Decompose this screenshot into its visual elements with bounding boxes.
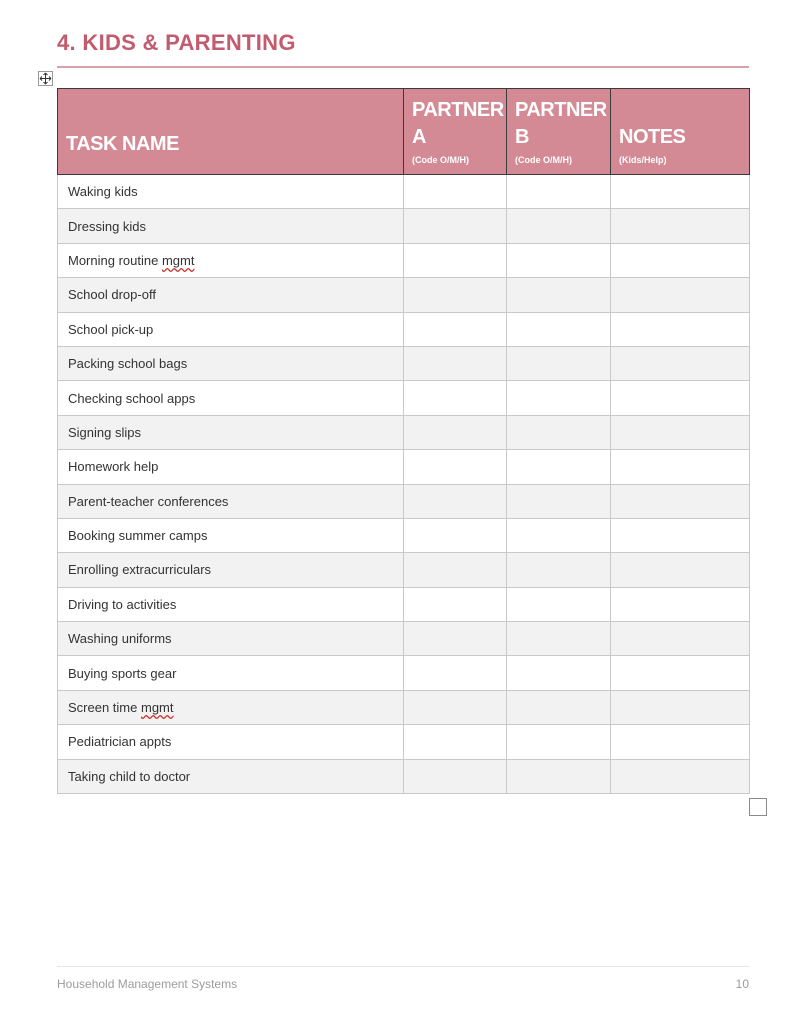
partner-a-cell[interactable]	[404, 725, 507, 759]
header-task-name	[58, 89, 404, 175]
table-row	[58, 415, 750, 449]
partner-a-cell[interactable]	[404, 622, 507, 656]
task-name: School drop-off	[68, 287, 156, 303]
partner-b-cell[interactable]	[507, 415, 611, 449]
table-row	[58, 243, 750, 277]
notes-cell[interactable]	[611, 415, 750, 449]
task-name-cell[interactable]	[58, 381, 404, 415]
notes-cell[interactable]	[611, 587, 750, 621]
table-row	[58, 518, 750, 552]
partner-b-cell[interactable]	[507, 725, 611, 759]
table-row	[58, 381, 750, 415]
table-row	[58, 450, 750, 484]
heading-divider	[57, 66, 749, 68]
page-number: 10	[735, 977, 749, 991]
table-row	[58, 484, 750, 518]
table-row	[58, 587, 750, 621]
table-header-row	[58, 89, 750, 175]
footer-divider	[57, 966, 749, 967]
partner-a-cell[interactable]	[404, 484, 507, 518]
task-name: Screen time	[68, 700, 141, 716]
partner-a-cell[interactable]	[404, 553, 507, 587]
partner-b-cell[interactable]	[507, 587, 611, 621]
header-partner-b-code: (Code O/M/H)	[515, 155, 572, 165]
footer-title: Household Management Systems	[57, 977, 238, 991]
notes-cell[interactable]	[611, 484, 750, 518]
table-move-handle[interactable]	[38, 71, 53, 86]
task-name-cell[interactable]	[58, 450, 404, 484]
task-name-cell[interactable]	[58, 518, 404, 552]
header-task-name-label: TASK NAME	[66, 133, 179, 155]
table-row	[58, 690, 750, 724]
partner-b-cell[interactable]	[507, 622, 611, 656]
task-name: Morning routine	[68, 252, 162, 268]
partner-a-cell[interactable]	[404, 415, 507, 449]
partner-b-cell[interactable]	[507, 209, 611, 243]
table-row	[58, 175, 750, 209]
partner-b-cell[interactable]	[507, 450, 611, 484]
task-name: Waking kids	[68, 184, 138, 200]
table-row	[58, 725, 750, 759]
header-partner-a	[404, 89, 507, 175]
header-notes-hint: (Kids/Help)	[619, 155, 667, 165]
partner-a-cell[interactable]	[404, 450, 507, 484]
spellcheck-flagged-word: mgmt	[161, 252, 195, 268]
task-name: Booking summer camps	[68, 528, 208, 544]
partner-a-cell[interactable]	[404, 656, 507, 690]
section-number: 4.	[57, 30, 76, 55]
header-partner-b	[507, 89, 611, 175]
task-name-cell[interactable]	[58, 587, 404, 621]
header-partner-b-label: PARTNER B	[515, 99, 607, 148]
partner-a-cell[interactable]	[404, 312, 507, 346]
header-notes	[611, 89, 750, 175]
notes-cell[interactable]	[611, 725, 750, 759]
task-name-cell[interactable]	[58, 484, 404, 518]
task-rows	[58, 175, 750, 794]
notes-cell[interactable]	[611, 622, 750, 656]
task-name: Enrolling extracurriculars	[68, 562, 212, 578]
task-name-cell[interactable]	[58, 622, 404, 656]
notes-cell[interactable]	[611, 518, 750, 552]
partner-b-cell[interactable]	[507, 656, 611, 690]
table-row	[58, 622, 750, 656]
partner-a-cell[interactable]	[404, 518, 507, 552]
partner-b-cell[interactable]	[507, 278, 611, 312]
table-row	[58, 759, 750, 793]
header-notes-label: NOTES	[619, 126, 686, 148]
table-row	[58, 278, 750, 312]
partner-b-cell[interactable]	[507, 243, 611, 277]
partner-b-cell[interactable]	[507, 312, 611, 346]
partner-a-cell[interactable]	[404, 175, 507, 209]
partner-b-cell[interactable]	[507, 690, 611, 724]
notes-cell[interactable]	[611, 759, 750, 793]
task-name: Checking school apps	[68, 390, 196, 406]
notes-cell[interactable]	[611, 312, 750, 346]
task-name-cell[interactable]	[58, 656, 404, 690]
partner-b-cell[interactable]	[507, 518, 611, 552]
task-name-cell[interactable]	[58, 312, 404, 346]
task-name: Driving to activities	[68, 596, 177, 612]
spellcheck-flagged-word: mgmt	[140, 700, 174, 716]
task-name: School pick-up	[68, 321, 154, 337]
notes-cell[interactable]	[611, 381, 750, 415]
task-name-cell[interactable]	[58, 759, 404, 793]
notes-cell[interactable]	[611, 450, 750, 484]
notes-cell[interactable]	[611, 209, 750, 243]
task-name-cell[interactable]	[58, 553, 404, 587]
task-name-cell[interactable]	[58, 209, 404, 243]
notes-cell[interactable]	[611, 690, 750, 724]
notes-cell[interactable]	[611, 346, 750, 380]
partner-b-cell[interactable]	[507, 175, 611, 209]
table-row	[58, 553, 750, 587]
notes-cell[interactable]	[611, 656, 750, 690]
task-name: Buying sports gear	[68, 665, 177, 681]
partner-a-cell[interactable]	[404, 381, 507, 415]
notes-cell[interactable]	[611, 243, 750, 277]
task-name-cell[interactable]	[58, 175, 404, 209]
notes-cell[interactable]	[611, 278, 750, 312]
notes-cell[interactable]	[611, 175, 750, 209]
table-row	[58, 209, 750, 243]
move-arrows-icon	[39, 72, 52, 85]
table-row	[58, 346, 750, 380]
partner-a-cell[interactable]	[404, 346, 507, 380]
section-heading	[57, 30, 296, 56]
partner-a-cell[interactable]	[404, 243, 507, 277]
table-row	[58, 656, 750, 690]
task-name-cell[interactable]	[58, 346, 404, 380]
task-name-cell[interactable]	[58, 725, 404, 759]
partner-a-cell[interactable]	[404, 690, 507, 724]
table-resize-handle[interactable]	[749, 798, 767, 816]
partner-a-cell[interactable]	[404, 209, 507, 243]
task-name: Parent-teacher conferences	[68, 493, 229, 509]
task-name-cell[interactable]	[58, 243, 404, 277]
partner-b-cell[interactable]	[507, 346, 611, 380]
partner-b-cell[interactable]	[507, 381, 611, 415]
table-row	[58, 312, 750, 346]
notes-cell[interactable]	[611, 553, 750, 587]
task-name: Signing slips	[68, 424, 141, 440]
task-name-cell[interactable]	[58, 690, 404, 724]
task-name: Washing uniforms	[68, 631, 172, 647]
task-table	[57, 88, 750, 794]
partner-a-cell[interactable]	[404, 278, 507, 312]
task-name: Dressing kids	[68, 218, 147, 234]
header-partner-a-label: PARTNER A	[412, 99, 504, 148]
partner-a-cell[interactable]	[404, 759, 507, 793]
task-name: Taking child to doctor	[68, 768, 191, 784]
partner-b-cell[interactable]	[507, 484, 611, 518]
header-partner-a-code: (Code O/M/H)	[412, 155, 469, 165]
partner-b-cell[interactable]	[507, 553, 611, 587]
task-name-cell[interactable]	[58, 415, 404, 449]
task-name-cell[interactable]	[58, 278, 404, 312]
partner-b-cell[interactable]	[507, 759, 611, 793]
task-name: Pediatrician appts	[68, 734, 172, 750]
task-name: Packing school bags	[68, 356, 188, 372]
task-name: Homework help	[68, 459, 159, 475]
partner-a-cell[interactable]	[404, 587, 507, 621]
section-title: KIDS & PARENTING	[82, 30, 296, 55]
